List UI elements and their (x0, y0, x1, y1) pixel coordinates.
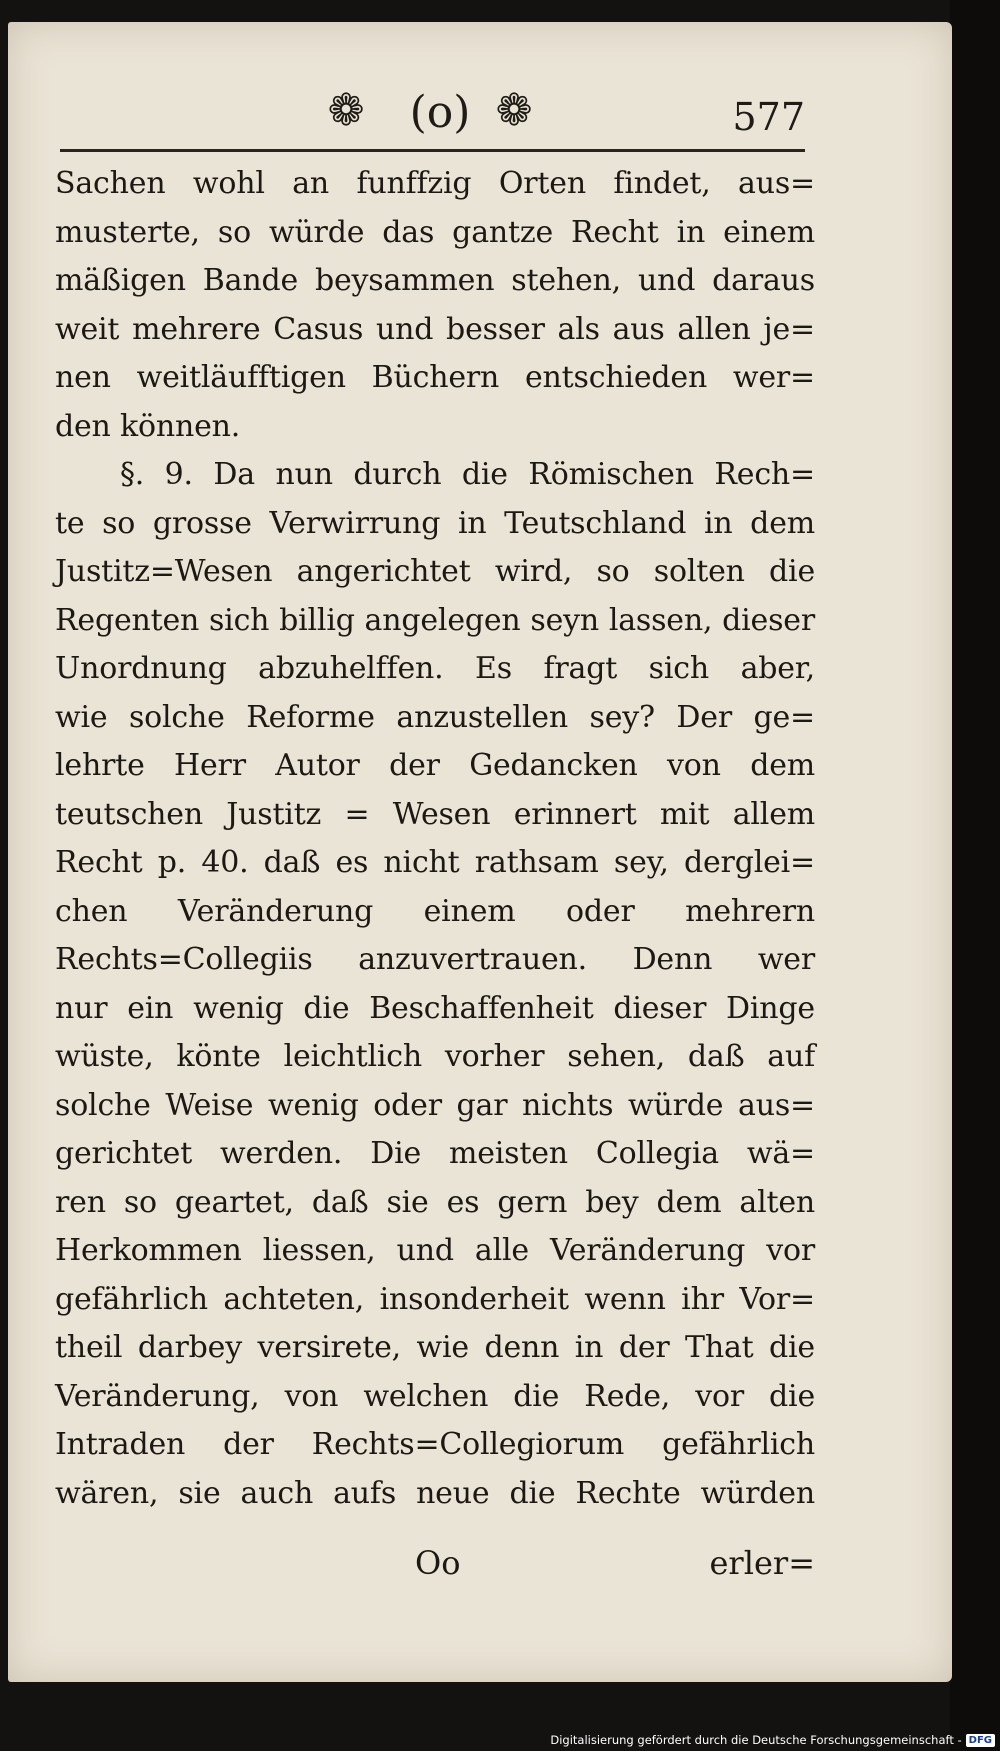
signature-mark: Oo (415, 1544, 461, 1582)
rosette-ornament-icon: ❁ (327, 85, 365, 136)
text-line: te so grosse Verwirrung in Teutschland in dem (55, 505, 815, 541)
scan-background-edge (950, 0, 1000, 1751)
text-line: gefährlich achteten, insonderheit wenn ihr Vor= (55, 1281, 815, 1317)
page-header (60, 75, 805, 155)
text-line: Justitz=Wesen angerichtet wird, so solten die (55, 554, 815, 589)
text-line: nen weitläufftigen Büchern entschieden wer= (55, 360, 815, 395)
text-line: den können. (55, 408, 241, 444)
text-line: Recht p. 40. daß es nicht rathsam sey, derglei= (55, 845, 815, 880)
text-line: solche Weise wenig oder gar nichts würde aus= (55, 1087, 815, 1123)
text-line: Rechts=Collegiis anzuvertrauen. Denn wer (55, 942, 815, 977)
header-rule (60, 149, 805, 152)
text-line: chen Veränderung einem oder mehrern (55, 893, 815, 929)
paragraph-start-line: §. 9. Da nun durch die Römischen Rech= (120, 457, 815, 492)
text-line: Unordnung abzuhelffen. Es fragt sich aber, (55, 651, 815, 686)
text-line: Veränderung, von welchen die Rede, vor die (55, 1378, 815, 1414)
header-row (60, 75, 805, 147)
text-line: wüste, könte leichtlich vorher sehen, daß auf (55, 1039, 815, 1074)
text-line: wären, sie auch aufs neue die Rechte würden (55, 1475, 815, 1511)
text-line: gerichtet werden. Die meisten Collegia wä= (55, 1136, 815, 1171)
header-signature-symbol: (o) (409, 87, 471, 138)
credit-text: Digitalisierung gefördert durch die Deutsche Forschungsgemeinschaft - (550, 1733, 962, 1747)
page-body-text (55, 160, 815, 1518)
catchword: erler= (709, 1544, 815, 1582)
digitization-credit (540, 1731, 995, 1749)
text-line: teutschen Justitz = Wesen erinnert mit allem (55, 796, 815, 832)
text-line: musterte, so würde das gantze Recht in einem (55, 214, 815, 250)
text-line: ren so geartet, daß sie es gern bey dem alten (55, 1184, 815, 1220)
rosette-ornament-icon: ❁ (495, 85, 533, 136)
page-footer (55, 1535, 815, 1591)
text-line: lehrte Herr Autor der Gedancken von dem (55, 748, 815, 783)
text-line: Sachen wohl an funffzig Orten findet, aus= (55, 166, 815, 201)
text-line: nur ein wenig die Beschaffenheit dieser Dinge (55, 990, 815, 1026)
text-line: weit mehrere Casus und besser als aus allen je= (55, 311, 815, 347)
dfg-logo-badge: DFG (966, 1734, 995, 1747)
text-line: Herkommen liessen, und alle Veränderung vor (55, 1233, 815, 1268)
text-line: theil darbey versirete, wie denn in der That die (55, 1330, 815, 1365)
text-line: Intraden der Rechts=Collegiorum gefährlich (55, 1427, 815, 1462)
text-line: Regenten sich billig angelegen seyn lassen, dieser (55, 602, 815, 638)
page-number: 577 (732, 95, 805, 139)
text-line: wie solche Reforme anzustellen sey? Der ge= (55, 699, 815, 735)
text-line: mäßigen Bande beysammen stehen, und daraus (55, 263, 815, 298)
